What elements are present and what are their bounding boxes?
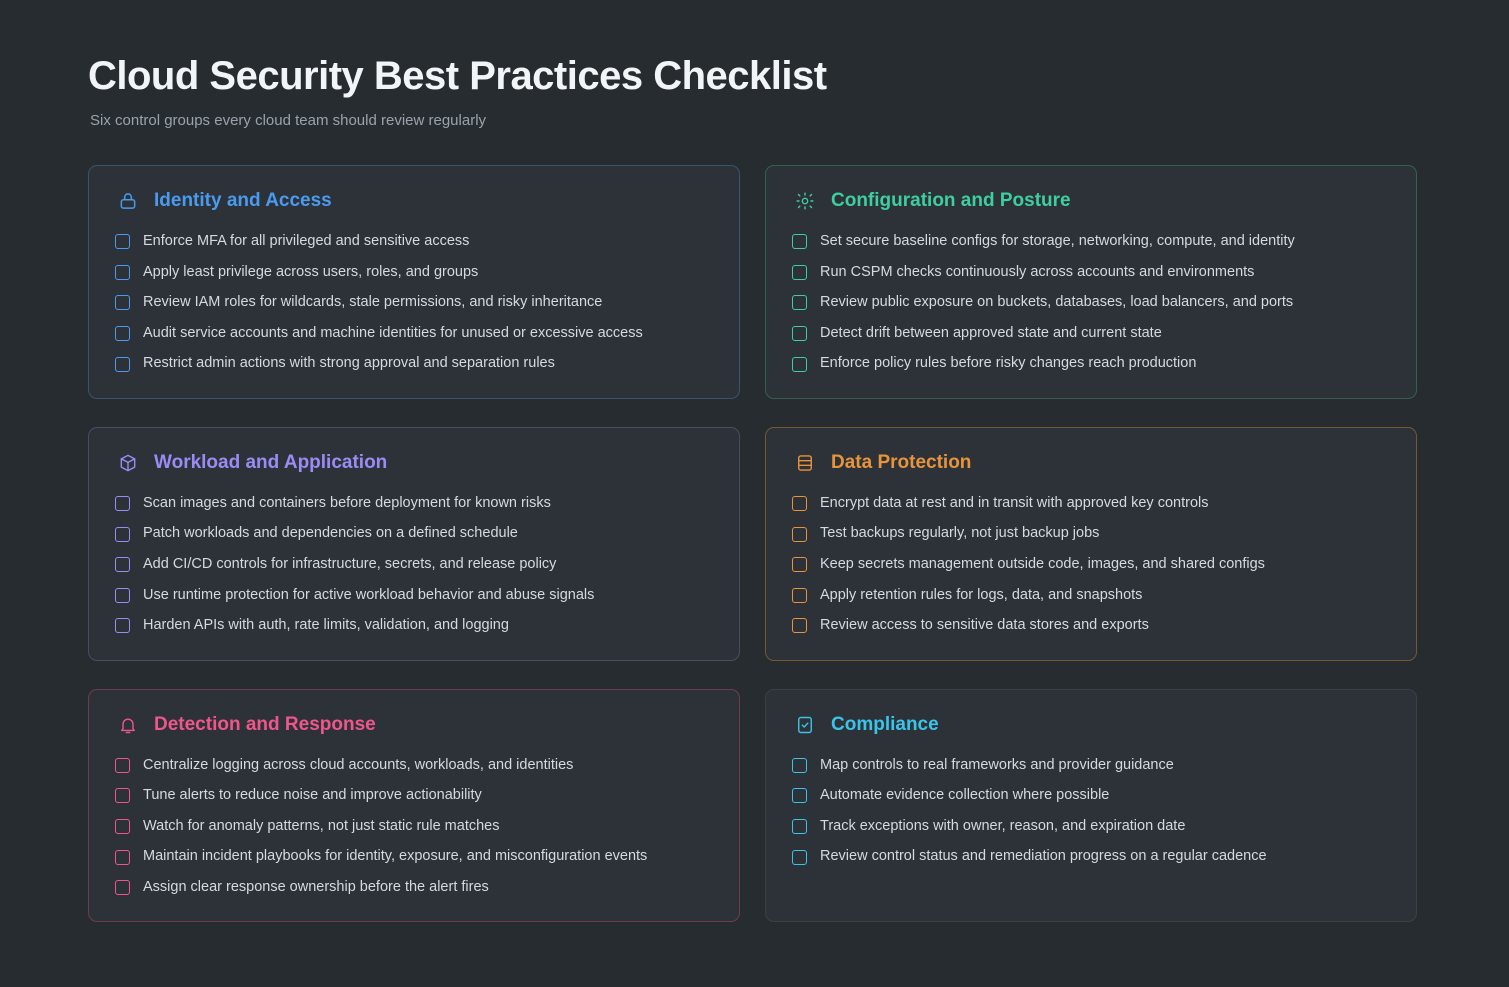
card-header xyxy=(792,188,1390,214)
checklist-item[interactable] xyxy=(792,586,1390,606)
checklist-items xyxy=(792,756,1390,867)
card-title: Detection and Response xyxy=(154,713,376,735)
checklist-item-label: Review public exposure on buckets, databases, load balancers, and ports xyxy=(820,294,1294,311)
checklist-item[interactable] xyxy=(792,263,1390,283)
checkbox[interactable] xyxy=(792,588,807,603)
checklist-card xyxy=(765,689,1417,923)
checklist-item[interactable] xyxy=(792,847,1390,867)
checklist-item[interactable] xyxy=(115,263,713,283)
card-title: Configuration and Posture xyxy=(831,190,1071,211)
checkbox[interactable] xyxy=(115,496,130,511)
checkbox[interactable] xyxy=(792,496,807,511)
checklist-item-label: Keep secrets management outside code, images, and shared configs xyxy=(820,555,1265,572)
checklist-item[interactable] xyxy=(792,555,1390,575)
checklist-items xyxy=(115,232,713,374)
lock-icon xyxy=(115,188,141,214)
checklist-item-label: Track exceptions with owner, reason, and expiration date xyxy=(820,817,1186,834)
checklist-item[interactable] xyxy=(792,232,1390,252)
checkbox[interactable] xyxy=(792,758,807,773)
checklist-item[interactable] xyxy=(115,616,713,636)
checklist-item-label: Enforce MFA for all privileged and sensitive access xyxy=(143,233,470,249)
checklist-card xyxy=(88,689,740,923)
checklist-item[interactable] xyxy=(115,817,713,837)
checklist-card xyxy=(88,427,740,661)
checklist-item-label: Enforce policy rules before risky changes reach production xyxy=(820,355,1197,372)
box-icon xyxy=(115,450,141,476)
checklist-item-label: Scan images and containers before deployment for known risks xyxy=(143,494,551,511)
checklist-items xyxy=(792,494,1390,636)
checklist-item-label: Review access to sensitive data stores and exports xyxy=(820,617,1149,634)
checklist-item[interactable] xyxy=(792,494,1390,514)
checklist-item-label: Set secure baseline configs for storage, networking, compute, and identity xyxy=(820,233,1295,249)
database-icon xyxy=(792,450,818,476)
checklist-item-label: Encrypt data at rest and in transit with approved key controls xyxy=(820,494,1209,511)
checklist-item-label: Assign clear response ownership before the alert fires xyxy=(143,878,489,895)
checklist-item-label: Centralize logging across cloud accounts, workloads, and identities xyxy=(143,756,574,773)
checklist-item[interactable] xyxy=(792,293,1390,313)
checkbox[interactable] xyxy=(115,788,130,803)
checklist-item-label: Apply least privilege across users, roles, and groups xyxy=(143,263,479,280)
bell-icon xyxy=(115,712,141,738)
checkbox[interactable] xyxy=(792,357,807,372)
checklist-item-label: Harden APIs with auth, rate limits, validation, and logging xyxy=(143,617,509,634)
checkbox[interactable] xyxy=(115,527,130,542)
card-header xyxy=(792,712,1390,738)
checklist-items xyxy=(115,756,713,898)
checklist-item[interactable] xyxy=(115,586,713,606)
checklist-item-label: Map controls to real frameworks and provider guidance xyxy=(820,756,1174,773)
checklist-item[interactable] xyxy=(115,354,713,374)
checklist-item[interactable] xyxy=(115,293,713,313)
checkbox[interactable] xyxy=(115,557,130,572)
checkbox[interactable] xyxy=(792,326,807,341)
checkbox[interactable] xyxy=(792,265,807,280)
checklist-item-label: Automate evidence collection where possible xyxy=(820,787,1110,804)
card-title: Data Protection xyxy=(831,451,972,473)
checklist-item[interactable] xyxy=(792,524,1390,544)
checkbox[interactable] xyxy=(115,880,130,895)
checklist-item[interactable] xyxy=(115,878,713,898)
gear-icon xyxy=(792,188,818,214)
checklist-items xyxy=(115,494,713,636)
checkbox[interactable] xyxy=(792,295,807,310)
checkbox[interactable] xyxy=(115,234,130,249)
checkbox[interactable] xyxy=(792,527,807,542)
checkbox[interactable] xyxy=(792,819,807,834)
checklist-item[interactable] xyxy=(115,756,713,776)
checklist-item-label: Review control status and remediation progress on a regular cadence xyxy=(820,848,1267,865)
checklist-item[interactable] xyxy=(792,817,1390,837)
checkbox[interactable] xyxy=(792,618,807,633)
checklist-item-label: Test backups regularly, not just backup jobs xyxy=(820,525,1100,542)
checklist-items xyxy=(792,232,1390,374)
checklist-item[interactable] xyxy=(792,756,1390,776)
checklist-item-label: Review IAM roles for wildcards, stale permissions, and risky inheritance xyxy=(143,294,603,311)
checklist-card xyxy=(88,165,740,399)
checklist-card xyxy=(765,165,1417,399)
checklist-item[interactable] xyxy=(792,324,1390,344)
checklist-item-label: Tune alerts to reduce noise and improve actionability xyxy=(143,787,482,804)
checklist-card xyxy=(765,427,1417,661)
checklist-item-label: Watch for anomaly patterns, not just static rule matches xyxy=(143,817,500,834)
checklist-item-label: Detect drift between approved state and current state xyxy=(820,324,1162,341)
checklist-item[interactable] xyxy=(115,524,713,544)
checklist-item-label: Restrict admin actions with strong approval and separation rules xyxy=(143,355,555,372)
card-header xyxy=(115,712,713,738)
checklist-item-label: Run CSPM checks continuously across accounts and environments xyxy=(820,263,1255,280)
checklist-item[interactable] xyxy=(115,847,713,867)
card-title: Identity and Access xyxy=(154,190,332,211)
checklist-item-label: Maintain incident playbooks for identity, exposure, and misconfiguration events xyxy=(143,848,648,865)
document-check-icon xyxy=(792,712,818,738)
card-title: Compliance xyxy=(831,713,939,735)
checklist-item[interactable] xyxy=(115,555,713,575)
checkbox[interactable] xyxy=(792,850,807,865)
checkbox[interactable] xyxy=(792,557,807,572)
checkbox[interactable] xyxy=(115,326,130,341)
checkbox[interactable] xyxy=(115,819,130,834)
checkbox[interactable] xyxy=(115,588,130,603)
card-grid xyxy=(88,165,1421,922)
checklist-item-label: Apply retention rules for logs, data, and snapshots xyxy=(820,586,1143,603)
card-header xyxy=(792,450,1390,476)
card-header xyxy=(115,450,713,476)
checkbox[interactable] xyxy=(115,265,130,280)
card-header xyxy=(115,188,713,214)
checklist-item-label: Use runtime protection for active workload behavior and abuse signals xyxy=(143,586,595,603)
checklist-item[interactable] xyxy=(115,324,713,344)
checklist-item[interactable] xyxy=(115,232,713,252)
checkbox[interactable] xyxy=(792,234,807,249)
page-subtitle: Six control groups every cloud team should review regularly xyxy=(90,112,487,129)
checklist-item[interactable] xyxy=(115,786,713,806)
checklist-item[interactable] xyxy=(115,494,713,514)
page-title: Cloud Security Best Practices Checklist xyxy=(88,54,827,98)
card-title: Workload and Application xyxy=(154,451,388,473)
checkbox[interactable] xyxy=(115,850,130,865)
checkbox[interactable] xyxy=(115,618,130,633)
checklist-item-label: Patch workloads and dependencies on a defined schedule xyxy=(143,525,518,542)
checklist-item[interactable] xyxy=(792,786,1390,806)
checkbox[interactable] xyxy=(115,758,130,773)
checklist-item[interactable] xyxy=(792,354,1390,374)
checkbox[interactable] xyxy=(115,357,130,372)
checkbox[interactable] xyxy=(792,788,807,803)
checklist-item-label: Audit service accounts and machine identities for unused or excessive access xyxy=(143,324,643,341)
checklist-item-label: Add CI/CD controls for infrastructure, secrets, and release policy xyxy=(143,555,557,572)
checkbox[interactable] xyxy=(115,295,130,310)
checklist-item[interactable] xyxy=(792,616,1390,636)
